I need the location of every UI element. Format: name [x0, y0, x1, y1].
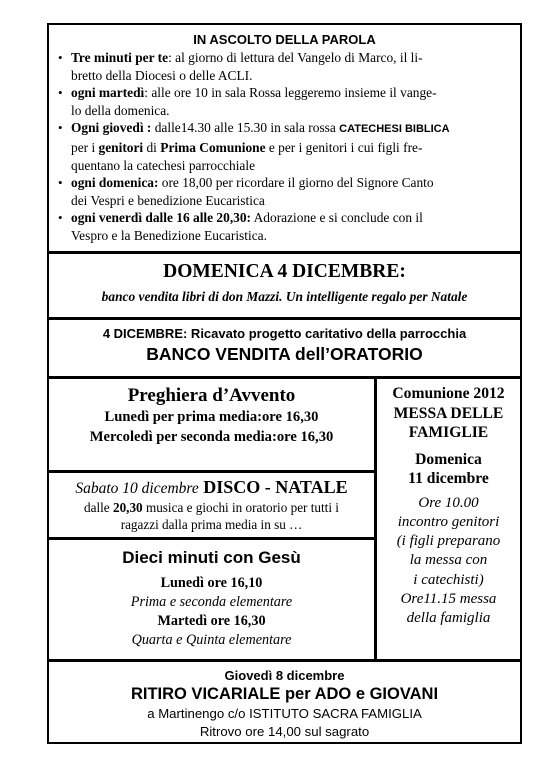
comunione-box [375, 377, 522, 661]
comunione-note: della famiglia [406, 610, 491, 627]
avvento-title: Preghiera d’Avvento [127, 385, 296, 406]
comunione-line5: 11 dicembre [408, 470, 489, 487]
banco-title: BANCO VENDITA dell’ORATORIO [146, 344, 423, 364]
comunione-note: incontro genitori [397, 513, 500, 530]
disco-line2: ragazzi dalla prima media in su … [120, 517, 303, 532]
ritiro-box [47, 660, 522, 744]
avvento-line1: Lunedì per prima media:ore 16,30 [104, 409, 319, 425]
gesu-day1: Lunedì ore 16,10 [160, 575, 263, 591]
comunione-note: Ore 10.00 [418, 494, 479, 511]
ritiro-meet: Ritrovo ore 14,00 sul sagrato [199, 724, 370, 739]
comunione-note: Ore11.15 messa [400, 590, 497, 607]
comunione-note: la messa con [409, 552, 488, 569]
list-item: • ogni domenica: ore 18,00 per ricordare il giorno del Signore Canto dei Vespri e benedizione Eucaristica [71, 174, 512, 209]
comunione-note: (i figli preparano [396, 533, 501, 550]
comunione-line2: MESSA DELLE [393, 404, 504, 422]
domenica-box [47, 252, 522, 319]
gesu-title: Dieci minuti con Gesù [122, 548, 301, 567]
parola-box [47, 23, 522, 253]
list-item: • ogni venerdì dalle 16 alle 20,30: Adorazione e si conclude con il Vespro e la Benedizione Eucaristica. [71, 209, 512, 244]
comunione-line4: Domenica [415, 450, 482, 468]
ritiro-place: a Martinengo c/o ISTITUTO SACRA FAMIGLIA [147, 706, 422, 721]
ritiro-title: RITIRO VICARIALE per ADO e GIOVANI [130, 685, 439, 703]
domenica-subtitle: banco vendita libri di don Mazzi. Un intelligente regalo per Natale [101, 289, 468, 304]
comunione-note: i catechisti) [413, 571, 484, 588]
comunione-line1: Comunione 2012 [392, 385, 505, 402]
parola-title: IN ASCOLTO DELLA PAROLA [193, 32, 376, 47]
avvento-line2: Mercoledì per seconda media:ore 16,30 [89, 428, 334, 445]
disco-line1: dalle 20,30 musica e giochi in oratorio per tutti i [84, 500, 339, 515]
gesu-box [47, 538, 376, 661]
parola-list [57, 49, 512, 245]
domenica-title: DOMENICA 4 DICEMBRE: [163, 261, 406, 282]
gesu-desc2: Quarta e Quinta elementare [131, 632, 292, 648]
comunione-line3: FAMIGLIE [408, 424, 489, 441]
list-item: • Ogni giovedì : dalle14.30 alle 15.30 in sala rossa CATECHESI BIBLICA per i genitori di Prima Comunione e per i genitori i cui figli fre- quentano la catechesi parrocchiale [71, 119, 512, 174]
banco-box [47, 318, 522, 378]
list-item: • Tre minuti per te: al giorno di lettura del Vangelo di Marco, il li- bretto della Diocesi o delle ACLI. [71, 49, 512, 84]
list-item: • ogni martedì: alle ore 10 in sala Rossa leggeremo insieme il vange- lo della domenica. [71, 84, 512, 119]
banco-line1: 4 DICEMBRE: Ricavato progetto caritativo della parrocchia [102, 326, 467, 341]
disco-title: Sabato 10 dicembre DISCO - NATALE [75, 477, 348, 497]
disco-box [47, 471, 376, 539]
ritiro-date: Giovedì 8 dicembre [224, 668, 345, 683]
gesu-day2: Martedì ore 16,30 [157, 613, 266, 629]
avvento-box [47, 377, 376, 472]
gesu-desc1: Prima e seconda elementare [130, 594, 293, 610]
